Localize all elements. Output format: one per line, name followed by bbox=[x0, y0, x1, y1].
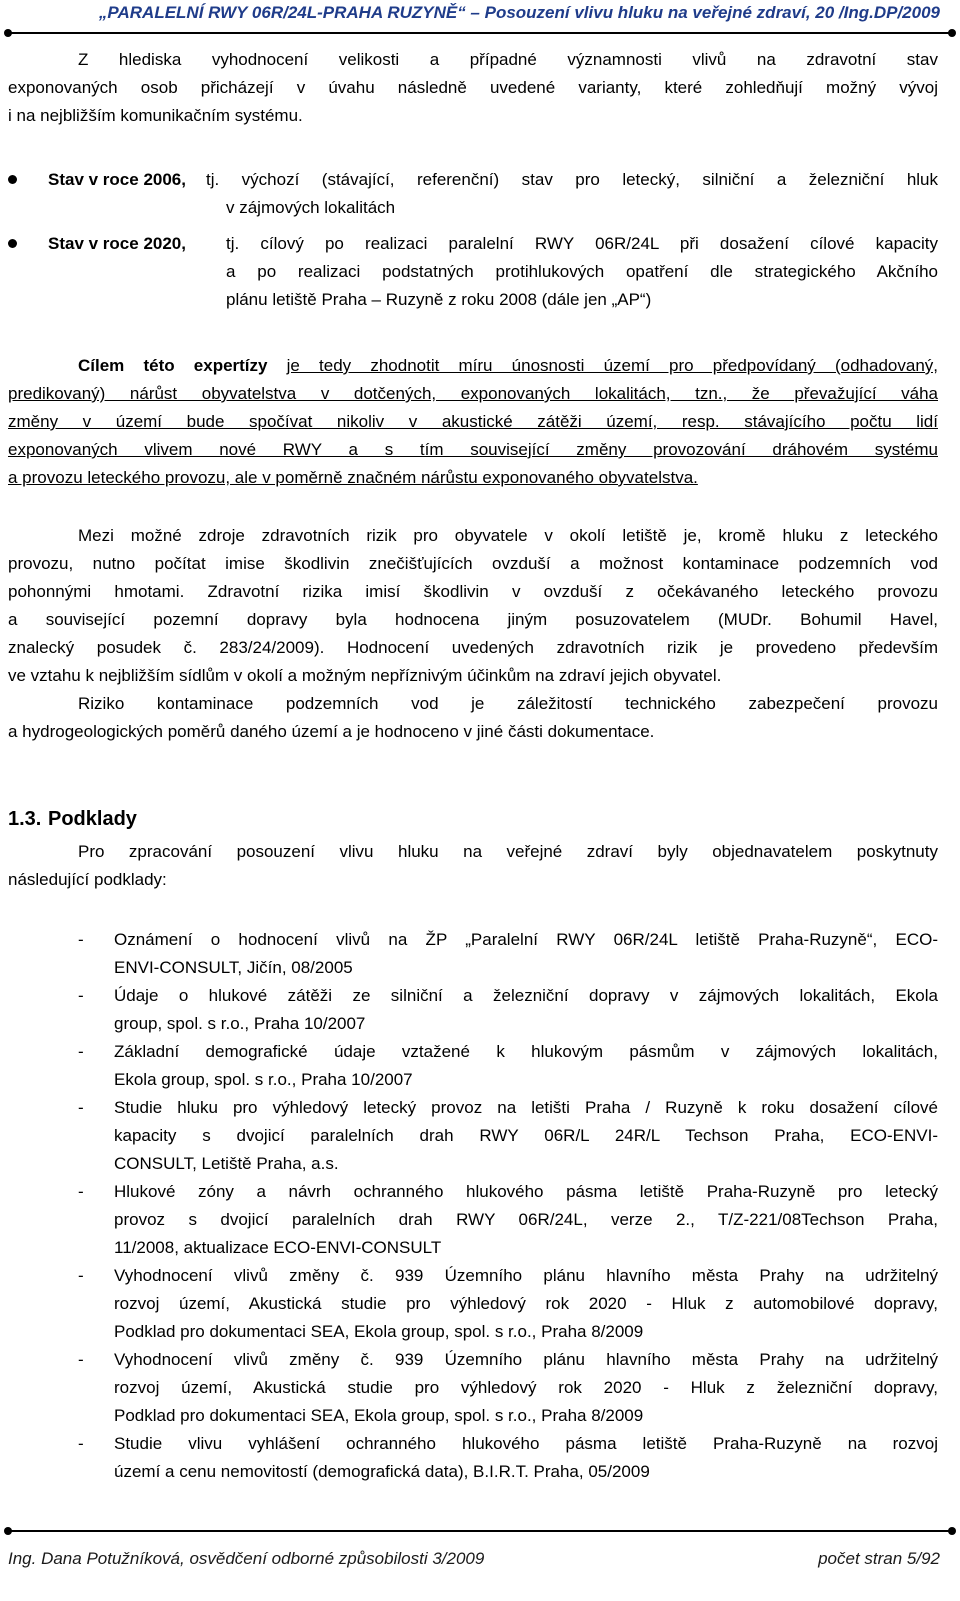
list-item bbox=[8, 1038, 938, 1094]
list-line: Studie vlivu vyhlášení ochranného hlukového pásma letiště Praha-Ruzyně na rozvoj bbox=[114, 1434, 938, 1453]
list-line: Ekola group, spol. s r.o., Praha 10/2007 bbox=[114, 1070, 413, 1089]
list-line: Studie hluku pro výhledový letecký provoz na letišti Praha / Ruzyně k roku dosažení cílové bbox=[114, 1098, 938, 1117]
list-item bbox=[8, 926, 938, 982]
list-dash: - bbox=[78, 986, 84, 1005]
header-rule bbox=[8, 32, 952, 34]
rule-end-dot bbox=[948, 1527, 956, 1535]
variant-label: Stav v roce 2020, bbox=[48, 234, 186, 253]
paragraph-line bbox=[8, 352, 938, 380]
paragraph-line: následující podklady: bbox=[8, 870, 167, 889]
intro-paragraph bbox=[8, 46, 938, 130]
variant-label: Stav v roce 2006, bbox=[48, 170, 186, 189]
list-line: Hlukové zóny a návrh ochranného hlukového pásma letiště Praha-Ruzyně pro letecký bbox=[114, 1182, 938, 1201]
list-item bbox=[8, 1262, 938, 1346]
list-line: group, spol. s r.o., Praha 10/2007 bbox=[114, 1014, 366, 1033]
list-item bbox=[8, 982, 938, 1038]
list-line: Vyhodnocení vlivů změny č. 939 Územního plánu hlavního města Prahy na udržitelný bbox=[114, 1350, 938, 1369]
list-line: Oznámení o hodnocení vlivů na ŽP „Paralelní RWY 06R/24L letiště Praha-Ruzyně“, ECO- bbox=[114, 930, 938, 949]
footer-page-count: počet stran 5/92 bbox=[818, 1549, 940, 1568]
list-line: 11/2008, aktualizace ECO-ENVI-CONSULT bbox=[114, 1238, 442, 1257]
list-line: ENVI-CONSULT, Jičín, 08/2005 bbox=[114, 958, 353, 977]
section-heading bbox=[8, 805, 137, 833]
list-line: provoz s dvojicí paralelních drah RWY 06R/24L, verze 2., T/Z-221/08Techson Praha, bbox=[114, 1210, 938, 1229]
list-dash: - bbox=[78, 1350, 84, 1369]
paragraph-line: predikovaný) nárůst obyvatelstva v dotčených, exponovaných lokalitách, tzn., že převažující váha bbox=[8, 384, 938, 403]
list-dash: - bbox=[78, 930, 84, 949]
paragraph-line: Z hlediska vyhodnocení velikosti a případné významnosti vlivů na zdravotní stav bbox=[78, 50, 938, 69]
bullet-dot bbox=[8, 239, 17, 248]
list-dash: - bbox=[78, 1098, 84, 1117]
list-item bbox=[8, 1430, 938, 1486]
paragraph-line: provozu, nutno počítat imise škodlivin znečišťujících ovzduší a možnost kontaminace podzemních vod bbox=[8, 554, 938, 573]
list-line: rozvoj území, Akustická studie pro výhledový rok 2020 - Hluk z železniční dopravy, bbox=[114, 1378, 938, 1397]
paragraph-line: i na nejbližším komunikačním systému. bbox=[8, 106, 303, 125]
running-header: „PARALELNÍ RWY 06R/24L-PRAHA RUZYNĚ“ – Posouzení vlivu hluku na veřejné zdraví, 20 /Ing.DP/2009 bbox=[98, 3, 940, 22]
risks-paragraph bbox=[8, 522, 938, 690]
paragraph-line: a hydrogeologických poměrů daného území a je hodnoceno v jiné části dokumentace. bbox=[8, 722, 655, 741]
aim-text: je tedy zhodnotit míru únosnosti území pro předpovídaný (odhadovaný, bbox=[286, 356, 938, 375]
paragraph-line: a související pozemní dopravy byla hodnocena jiným posuzovatelem (MUDr. Bohumil Havel, bbox=[8, 610, 938, 629]
list-line: území a cenu nemovitostí (demografická data), B.I.R.T. Praha, 05/2009 bbox=[114, 1462, 650, 1481]
paragraph-line: Mezi možné zdroje zdravotních rizik pro obyvatele v okolí letiště je, kromě hluku z leteckého bbox=[78, 526, 938, 545]
list-line: Základní demografické údaje vztažené k hlukovým pásmům v zájmových lokalitách, bbox=[114, 1042, 938, 1061]
variant-text: tj. výchozí (stávající, referenční) stav pro letecký, silniční a železniční hluk bbox=[206, 170, 938, 189]
list-line: kapacity s dvojicí paralelních drah RWY 06R/L 24R/L Techson Praha, ECO-ENVI- bbox=[114, 1126, 938, 1145]
paragraph-line: Riziko kontaminace podzemních vod je záležitostí technického zabezpečení provozu bbox=[78, 694, 938, 713]
rule-end-dot bbox=[948, 29, 956, 37]
list-line: rozvoj území, Akustická studie pro výhledový rok 2020 - Hluk z automobilové dopravy, bbox=[114, 1294, 938, 1313]
aim-paragraph bbox=[8, 352, 938, 492]
list-dash: - bbox=[78, 1266, 84, 1285]
sources-list bbox=[8, 926, 938, 1486]
list-item bbox=[8, 1346, 938, 1430]
variant-text: v zájmových lokalitách bbox=[226, 198, 396, 217]
paragraph-line: a provozu leteckého provozu, ale v poměrně značném nárůstu exponovaného obyvatelstva. bbox=[8, 468, 698, 487]
rule-end-dot bbox=[4, 1527, 12, 1535]
list-item bbox=[8, 1094, 938, 1178]
aim-lead: Cílem této expertízy bbox=[78, 356, 268, 375]
list-line: Podklad pro dokumentaci SEA, Ekola group, spol. s r.o., Praha 8/2009 bbox=[114, 1322, 644, 1341]
section-title: Podklady bbox=[48, 808, 137, 830]
section-number: 1.3. bbox=[8, 808, 42, 830]
list-dash: - bbox=[78, 1434, 84, 1453]
list-line: CONSULT, Letiště Praha, a.s. bbox=[114, 1154, 339, 1173]
footer-author: Ing. Dana Potužníková, osvědčení odborné způsobilosti 3/2009 bbox=[8, 1549, 485, 1568]
rule-end-dot bbox=[4, 29, 12, 37]
variant-text: plánu letiště Praha – Ruzyně z roku 2008 (dále jen „AP“) bbox=[226, 290, 652, 309]
paragraph-line: znalecký posudek č. 283/24/2009). Hodnocení uvedených zdravotních rizik je provedeno především bbox=[8, 638, 938, 657]
variant-text: tj. cílový po realizaci paralelní RWY 06R/24L při dosažení cílové kapacity bbox=[226, 234, 938, 253]
paragraph-line: ve vztahu k nejbližším sídlům v okolí a možným nepříznivým účinkům na zdraví jejich obyvatel. bbox=[8, 666, 722, 685]
paragraph-line: pohonnými hmotami. Zdravotní rizika imisí škodlivin v ovzduší z očekávaného leteckého provozu bbox=[8, 582, 938, 601]
list-dash: - bbox=[78, 1042, 84, 1061]
list-line: Údaje o hlukové zátěži ze silniční a železniční dopravy v zájmových lokalitách, Ekola bbox=[114, 986, 938, 1005]
paragraph-line: exponovaných osob přicházejí v úvahu následně uvedené varianty, které zohledňují možný vývoj bbox=[8, 78, 938, 97]
list-item bbox=[8, 1178, 938, 1262]
footer-rule bbox=[8, 1530, 952, 1532]
paragraph-line: Pro zpracování posouzení vlivu hluku na veřejné zdraví byly objednavatelem poskytnuty bbox=[78, 842, 938, 861]
groundwater-paragraph bbox=[8, 690, 938, 746]
list-dash: - bbox=[78, 1182, 84, 1201]
list-line: Podklad pro dokumentaci SEA, Ekola group, spol. s r.o., Praha 8/2009 bbox=[114, 1406, 644, 1425]
list-line: Vyhodnocení vlivů změny č. 939 Územního plánu hlavního města Prahy na udržitelný bbox=[114, 1266, 938, 1285]
paragraph-line: změny v území bude spočívat nikoliv v akustické zátěži území, resp. stávajícího počtu lidí bbox=[8, 412, 938, 431]
bullet-dot bbox=[8, 175, 17, 184]
paragraph-line: exponovaných vlivem nové RWY a s tím související změny provozování dráhovém systému bbox=[8, 440, 938, 459]
sources-intro bbox=[8, 838, 938, 894]
variant-text: a po realizaci podstatných protihlukových opatření dle strategického Akčního bbox=[226, 262, 938, 281]
